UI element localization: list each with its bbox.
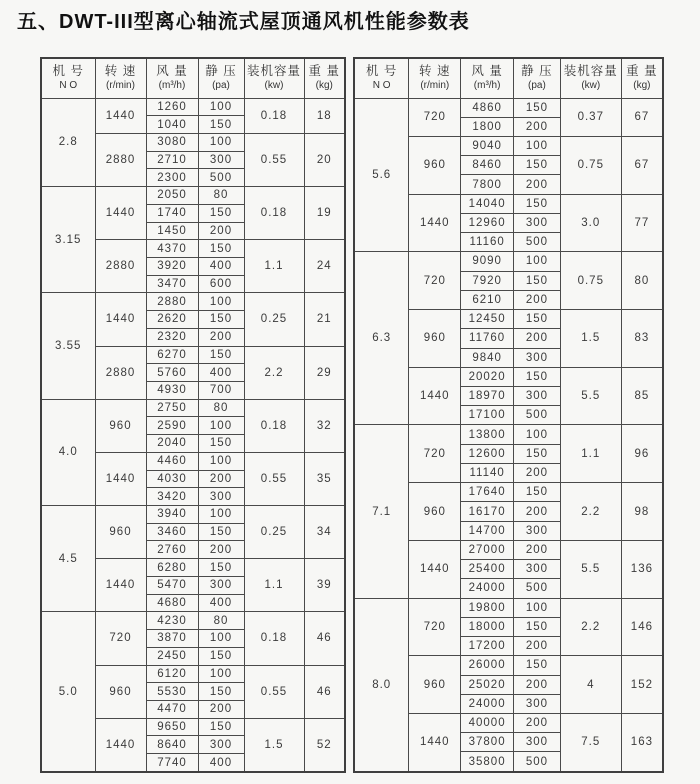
flow-cell: 24000	[461, 579, 514, 598]
model-cell: 4.0	[41, 399, 95, 505]
pressure-cell: 80	[198, 612, 244, 630]
flow-cell: 25020	[461, 675, 514, 694]
header-row	[41, 58, 345, 98]
model-cell: 5.6	[354, 98, 409, 252]
power-cell: 1.5	[560, 310, 621, 368]
pressure-cell: 300	[198, 736, 244, 754]
weight-cell: 96	[621, 425, 663, 483]
col-header-flow-unit: (m³/h)	[473, 79, 501, 91]
flow-cell: 3870	[146, 630, 198, 648]
speed-cell: 1440	[409, 367, 461, 425]
col-header-model	[354, 58, 409, 98]
pressure-cell: 500	[514, 406, 561, 425]
pressure-cell: 150	[514, 98, 561, 117]
table-row	[41, 612, 345, 630]
pressure-cell: 150	[198, 718, 244, 736]
weight-cell: 77	[621, 194, 663, 252]
col-header-weight	[304, 58, 345, 98]
pressure-cell: 200	[514, 117, 561, 136]
flow-cell: 2050	[146, 187, 198, 205]
speed-cell: 1440	[95, 559, 146, 612]
pressure-cell: 150	[198, 346, 244, 364]
flow-cell: 14040	[461, 194, 514, 213]
pressure-cell: 200	[514, 463, 561, 482]
speed-cell: 1440	[95, 187, 146, 240]
speed-cell: 720	[409, 598, 461, 656]
weight-cell: 136	[621, 540, 663, 598]
pressure-cell: 150	[514, 483, 561, 502]
pressure-cell: 100	[198, 417, 244, 435]
pressure-cell: 150	[198, 240, 244, 258]
pressure-cell: 200	[514, 637, 561, 656]
model-cell: 4.5	[41, 506, 95, 612]
flow-cell: 9040	[461, 136, 514, 155]
col-header-power-unit: (kw)	[581, 79, 601, 91]
pressure-cell: 300	[198, 151, 244, 169]
table-row	[41, 98, 345, 116]
flow-cell: 3920	[146, 257, 198, 275]
speed-cell: 960	[409, 483, 461, 541]
power-cell: 5.5	[560, 540, 621, 598]
pressure-cell: 150	[198, 559, 244, 577]
pressure-cell: 300	[514, 733, 561, 752]
pressure-cell: 100	[198, 98, 244, 116]
flow-cell: 4680	[146, 594, 198, 612]
model-cell: 2.8	[41, 98, 95, 187]
flow-cell: 2590	[146, 417, 198, 435]
weight-cell: 29	[304, 346, 345, 399]
speed-cell: 1440	[95, 98, 146, 133]
speed-cell: 2880	[95, 133, 146, 186]
flow-cell: 24000	[461, 694, 514, 713]
flow-cell: 18970	[461, 387, 514, 406]
pressure-cell: 400	[198, 594, 244, 612]
page-title: 五、DWT-III型离心轴流式屋顶通风机性能参数表	[17, 11, 470, 33]
pressure-cell: 200	[514, 175, 561, 194]
power-cell: 3.0	[560, 194, 621, 252]
weight-cell: 35	[304, 452, 345, 505]
flow-cell: 2620	[146, 311, 198, 329]
pressure-cell: 200	[198, 328, 244, 346]
col-header-speed	[95, 58, 146, 98]
pressure-cell: 300	[514, 213, 561, 232]
power-cell: 0.37	[560, 98, 621, 136]
table-row	[41, 506, 345, 524]
flow-cell: 26000	[461, 656, 514, 675]
pressure-cell: 400	[198, 754, 244, 772]
col-header-power	[244, 58, 304, 98]
pressure-cell: 100	[198, 665, 244, 683]
flow-cell: 40000	[461, 714, 514, 733]
flow-cell: 2760	[146, 541, 198, 559]
pressure-cell: 500	[514, 752, 561, 772]
weight-cell: 67	[621, 136, 663, 194]
col-header-weight-unit: (kg)	[315, 79, 333, 91]
power-cell: 0.18	[244, 98, 304, 133]
col-header-weight-label: 重 量	[308, 64, 340, 79]
power-cell: 1.1	[244, 559, 304, 612]
model-cell: 8.0	[354, 598, 409, 772]
left-table-body	[41, 98, 345, 772]
pressure-cell: 150	[514, 156, 561, 175]
flow-cell: 2750	[146, 399, 198, 417]
pressure-cell: 300	[514, 387, 561, 406]
flow-cell: 9090	[461, 252, 514, 271]
flow-cell: 6270	[146, 346, 198, 364]
pressure-cell: 200	[514, 714, 561, 733]
pressure-cell: 400	[198, 364, 244, 382]
power-cell: 2.2	[560, 598, 621, 656]
flow-cell: 5760	[146, 364, 198, 382]
power-cell: 1.1	[560, 425, 621, 483]
table-row	[354, 252, 663, 271]
col-header-weight-label: 重 量	[626, 64, 658, 79]
weight-cell: 83	[621, 310, 663, 368]
pressure-cell: 150	[514, 656, 561, 675]
speed-cell: 960	[95, 665, 146, 718]
flow-cell: 17200	[461, 637, 514, 656]
flow-cell: 7920	[461, 271, 514, 290]
speed-cell: 960	[409, 656, 461, 714]
pressure-cell: 200	[198, 470, 244, 488]
speed-cell: 1440	[95, 718, 146, 772]
weight-cell: 80	[621, 252, 663, 310]
col-header-power	[560, 58, 621, 98]
weight-cell: 146	[621, 598, 663, 656]
weight-cell: 152	[621, 656, 663, 714]
pressure-cell: 100	[198, 293, 244, 311]
pressure-cell: 200	[198, 222, 244, 240]
power-cell: 0.55	[244, 452, 304, 505]
table-row	[354, 98, 663, 117]
flow-cell: 2450	[146, 647, 198, 665]
flow-cell: 8640	[146, 736, 198, 754]
power-cell: 4	[560, 656, 621, 714]
weight-cell: 34	[304, 506, 345, 559]
table-row	[354, 598, 663, 617]
model-cell: 6.3	[354, 252, 409, 425]
col-header-flow	[461, 58, 514, 98]
weight-cell: 163	[621, 714, 663, 773]
model-cell: 7.1	[354, 425, 409, 598]
pressure-cell: 150	[198, 311, 244, 329]
flow-cell: 8460	[461, 156, 514, 175]
table-row	[354, 425, 663, 444]
pressure-cell: 500	[198, 169, 244, 187]
power-cell: 0.25	[244, 293, 304, 346]
pressure-cell: 200	[514, 502, 561, 521]
pressure-cell: 150	[514, 310, 561, 329]
weight-cell: 46	[304, 612, 345, 665]
col-header-speed-unit: (r/min)	[106, 79, 135, 91]
flow-cell: 19800	[461, 598, 514, 617]
table-row	[41, 187, 345, 205]
flow-cell: 35800	[461, 752, 514, 772]
pressure-cell: 300	[514, 348, 561, 367]
flow-cell: 4030	[146, 470, 198, 488]
left-performance-table	[40, 57, 346, 773]
flow-cell: 12450	[461, 310, 514, 329]
weight-cell: 52	[304, 718, 345, 772]
pressure-cell: 100	[514, 425, 561, 444]
pressure-cell: 100	[198, 133, 244, 151]
weight-cell: 21	[304, 293, 345, 346]
col-header-model-unit: N O	[59, 79, 78, 91]
col-header-speed-unit: (r/min)	[420, 79, 450, 91]
pressure-cell: 150	[198, 523, 244, 541]
speed-cell: 720	[409, 425, 461, 483]
speed-cell: 1440	[95, 452, 146, 505]
flow-cell: 14700	[461, 521, 514, 540]
tables-container	[40, 57, 664, 773]
power-cell: 0.18	[244, 399, 304, 452]
flow-cell: 1800	[461, 117, 514, 136]
col-header-model-label: 机 号	[52, 64, 84, 79]
speed-cell: 960	[409, 136, 461, 194]
pressure-cell: 150	[198, 647, 244, 665]
pressure-cell: 80	[198, 187, 244, 205]
flow-cell: 3080	[146, 133, 198, 151]
col-header-flow-label: 风 量	[471, 64, 503, 79]
flow-cell: 2040	[146, 435, 198, 453]
pressure-cell: 150	[198, 204, 244, 222]
speed-cell: 2880	[95, 346, 146, 399]
flow-cell: 25400	[461, 560, 514, 579]
col-header-model-label: 机 号	[365, 64, 398, 79]
flow-cell: 4470	[146, 700, 198, 718]
col-header-pressure-unit: (pa)	[528, 79, 546, 91]
pressure-cell: 150	[514, 194, 561, 213]
pressure-cell: 100	[198, 506, 244, 524]
flow-cell: 4930	[146, 382, 198, 400]
pressure-cell: 150	[514, 271, 561, 290]
power-cell: 1.5	[244, 718, 304, 772]
flow-cell: 4230	[146, 612, 198, 630]
weight-cell: 67	[621, 98, 663, 136]
pressure-cell: 150	[198, 683, 244, 701]
model-cell: 5.0	[41, 612, 95, 772]
right-table-header	[354, 58, 663, 98]
pressure-cell: 500	[514, 233, 561, 252]
speed-cell: 960	[95, 399, 146, 452]
speed-cell: 720	[409, 98, 461, 136]
flow-cell: 17640	[461, 483, 514, 502]
col-header-pressure-label: 静 压	[205, 64, 237, 79]
power-cell: 0.55	[244, 665, 304, 718]
pressure-cell: 150	[514, 444, 561, 463]
col-header-pressure-label: 静 压	[521, 64, 553, 79]
flow-cell: 4460	[146, 452, 198, 470]
flow-cell: 2300	[146, 169, 198, 187]
speed-cell: 1440	[95, 293, 146, 346]
power-cell: 7.5	[560, 714, 621, 773]
flow-cell: 1260	[146, 98, 198, 116]
pressure-cell: 200	[514, 675, 561, 694]
power-cell: 1.1	[244, 240, 304, 293]
pressure-cell: 400	[198, 257, 244, 275]
power-cell: 0.18	[244, 187, 304, 240]
pressure-cell: 500	[514, 579, 561, 598]
flow-cell: 4860	[461, 98, 514, 117]
weight-cell: 32	[304, 399, 345, 452]
pressure-cell: 200	[198, 541, 244, 559]
speed-cell: 1440	[409, 540, 461, 598]
flow-cell: 2710	[146, 151, 198, 169]
table-row	[41, 293, 345, 311]
flow-cell: 9840	[461, 348, 514, 367]
flow-cell: 3940	[146, 506, 198, 524]
model-cell: 3.55	[41, 293, 95, 399]
pressure-cell: 150	[514, 367, 561, 386]
power-cell: 0.18	[244, 612, 304, 665]
pressure-cell: 300	[514, 694, 561, 713]
pressure-cell: 100	[514, 252, 561, 271]
pressure-cell: 100	[514, 598, 561, 617]
flow-cell: 7740	[146, 754, 198, 772]
col-header-pressure	[198, 58, 244, 98]
weight-cell: 20	[304, 133, 345, 186]
flow-cell: 3420	[146, 488, 198, 506]
flow-cell: 27000	[461, 540, 514, 559]
pressure-cell: 300	[198, 576, 244, 594]
weight-cell: 98	[621, 483, 663, 541]
pressure-cell: 200	[514, 329, 561, 348]
pressure-cell: 200	[198, 700, 244, 718]
power-cell: 5.5	[560, 367, 621, 425]
col-header-pressure-unit: (pa)	[212, 79, 230, 91]
col-header-weight	[621, 58, 663, 98]
flow-cell: 12960	[461, 213, 514, 232]
pressure-cell: 150	[198, 435, 244, 453]
speed-cell: 960	[95, 506, 146, 559]
flow-cell: 1040	[146, 116, 198, 134]
pressure-cell: 150	[514, 617, 561, 636]
power-cell: 2.2	[560, 483, 621, 541]
table-row	[41, 399, 345, 417]
col-header-power-unit: (kw)	[264, 79, 284, 91]
weight-cell: 39	[304, 559, 345, 612]
col-header-model	[41, 58, 95, 98]
pressure-cell: 100	[198, 630, 244, 648]
speed-cell: 720	[409, 252, 461, 310]
flow-cell: 2320	[146, 328, 198, 346]
speed-cell: 1440	[409, 194, 461, 252]
left-table-header	[41, 58, 345, 98]
flow-cell: 12600	[461, 444, 514, 463]
flow-cell: 17100	[461, 406, 514, 425]
col-header-weight-unit: (kg)	[633, 79, 651, 91]
pressure-cell: 150	[198, 116, 244, 134]
flow-cell: 13800	[461, 425, 514, 444]
flow-cell: 11140	[461, 463, 514, 482]
weight-cell: 19	[304, 187, 345, 240]
flow-cell: 9650	[146, 718, 198, 736]
power-cell: 0.75	[560, 136, 621, 194]
pressure-cell: 700	[198, 382, 244, 400]
right-performance-table	[353, 57, 664, 773]
right-table-body	[354, 98, 663, 772]
flow-cell: 20020	[461, 367, 514, 386]
power-cell: 0.55	[244, 133, 304, 186]
speed-cell: 1440	[409, 714, 461, 773]
header-row	[354, 58, 663, 98]
pressure-cell: 600	[198, 275, 244, 293]
col-header-flow-label: 风 量	[156, 64, 188, 79]
col-header-power-label: 装机容量	[563, 64, 618, 79]
speed-cell: 960	[409, 310, 461, 368]
pressure-cell: 100	[198, 452, 244, 470]
flow-cell: 18000	[461, 617, 514, 636]
power-cell: 0.75	[560, 252, 621, 310]
flow-cell: 6280	[146, 559, 198, 577]
pressure-cell: 80	[198, 399, 244, 417]
pressure-cell: 300	[514, 521, 561, 540]
col-header-model-unit: N O	[372, 79, 391, 91]
flow-cell: 37800	[461, 733, 514, 752]
col-header-flow	[146, 58, 198, 98]
weight-cell: 18	[304, 98, 345, 133]
pressure-cell: 300	[198, 488, 244, 506]
flow-cell: 11760	[461, 329, 514, 348]
flow-cell: 1450	[146, 222, 198, 240]
model-cell: 3.15	[41, 187, 95, 293]
pressure-cell: 100	[514, 136, 561, 155]
pressure-cell: 300	[514, 560, 561, 579]
flow-cell: 6210	[461, 290, 514, 309]
col-header-power-label: 装机容量	[246, 64, 301, 79]
pressure-cell: 200	[514, 290, 561, 309]
flow-cell: 16170	[461, 502, 514, 521]
col-header-speed	[409, 58, 461, 98]
flow-cell: 7800	[461, 175, 514, 194]
speed-cell: 2880	[95, 240, 146, 293]
col-header-speed-label: 转 速	[104, 64, 137, 79]
flow-cell: 11160	[461, 233, 514, 252]
weight-cell: 85	[621, 367, 663, 425]
speed-cell: 720	[95, 612, 146, 665]
flow-cell: 3460	[146, 523, 198, 541]
flow-cell: 4370	[146, 240, 198, 258]
flow-cell: 5470	[146, 576, 198, 594]
flow-cell: 3470	[146, 275, 198, 293]
col-header-flow-unit: (m³/h)	[158, 79, 186, 91]
flow-cell: 2880	[146, 293, 198, 311]
weight-cell: 46	[304, 665, 345, 718]
weight-cell: 24	[304, 240, 345, 293]
col-header-speed-label: 转 速	[419, 64, 451, 79]
power-cell: 2.2	[244, 346, 304, 399]
flow-cell: 5530	[146, 683, 198, 701]
flow-cell: 1740	[146, 204, 198, 222]
pressure-cell: 200	[514, 540, 561, 559]
power-cell: 0.25	[244, 506, 304, 559]
col-header-pressure	[514, 58, 561, 98]
flow-cell: 6120	[146, 665, 198, 683]
